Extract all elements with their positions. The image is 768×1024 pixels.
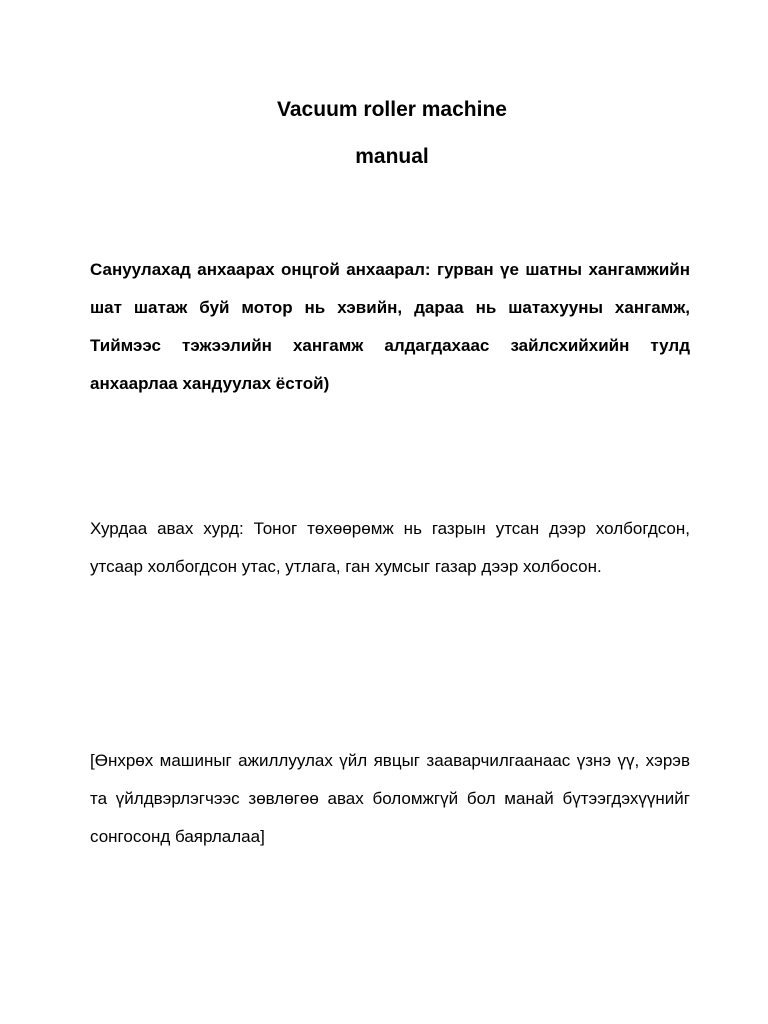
closing-paragraph: [Өнхрөх машиныг ажиллуулах үйл явцыг зааварчилгаанаас үзнэ үү, хэрэв та үйлдвэрлэгчээс зөвлөгөө авах боломжгүй бол манай бүтээгдэхүүнийг сонгосонд баярлалаа]: [90, 751, 690, 846]
document-title-line-2: manual: [355, 145, 429, 168]
grounding-paragraph: Хурдаа авах хурд: Тоног төхөөрөмж нь газрын утсан дээр холбогдсон, утсаар холбогдсон утас, утлага, ган хумсыг газар дээр холбосон.: [90, 519, 690, 576]
warning-paragraph: Сануулахад анхаарах онцгой анхаарал: гурван үе шатны хангамжийн шат шатаж буй мотор нь хэвийн, дараа нь шатахууны хангамж, Тиймээс тэжээлийн хангамж алдагдахаас зайлсхийхийн тулд анхаарлаа хандуулах ёстой): [90, 260, 690, 393]
document-title-line-1: Vacuum roller machine: [277, 98, 507, 121]
